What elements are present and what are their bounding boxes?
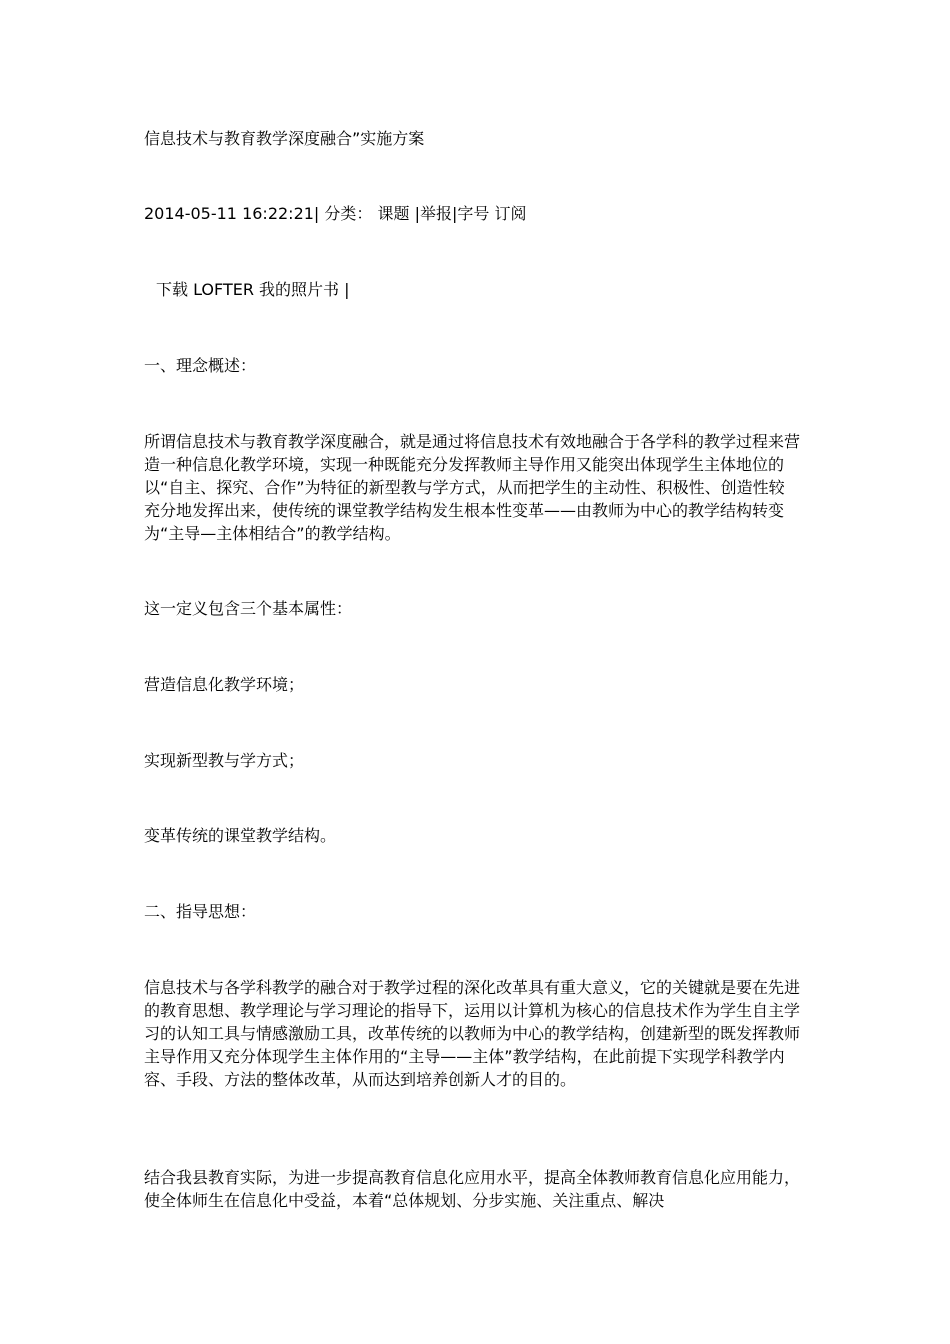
- download-line: 下载 LOFTER 我的照片书 |: [156, 280, 350, 299]
- definition-intro: 这一定义包含三个基本属性：: [144, 599, 353, 618]
- attribute-item: 营造信息化教学环境；: [144, 675, 305, 694]
- section2-paragraph: 信息技术与各学科教学的融合对于教学过程的深化改革具有重大意义，它的关键就是要在先进的教育思想、教学理论与学习理论的指导下，运用以计算机为核心的信息技术作为学生自主学习的认知工具与情感激励工具，改革传统的以教师为中心的教学结构，创建新型的既发挥教师主导作用又充分体现学生主体作用的“主导——主体”教学结构，在此前提下实现学科教学内容、手段、方法的整体改革，从而达到培养创新人才的目的。: [144, 978, 801, 1089]
- attribute-item: 变革传统的课堂教学结构。: [144, 826, 337, 845]
- section1-paragraph: 所谓信息技术与教育教学深度融合，就是通过将信息技术有效地融合于各学科的教学过程来营造一种信息化教学环境，实现一种既能充分发挥教师主导作用又能突出体现学生主体地位的以“自主、探究、合作”为特征的新型教与学方式，从而把学生的主动性、积极性、创造性较充分地发挥出来，使传统的课堂教学结构发生根本性变革——由教师为中心的教学结构转变为“主导—主体相结合”的教学结构。: [144, 432, 801, 543]
- post-meta: 2014-05-11 16:22:21| 分类： 课题 |举报|字号 订阅: [144, 204, 527, 223]
- attribute-item: 实现新型教与学方式；: [144, 751, 305, 770]
- section1-heading: 一、理念概述：: [144, 356, 257, 375]
- section2-heading: 二、指导思想：: [144, 902, 257, 921]
- document-title: 信息技术与教育教学深度融合”实施方案: [144, 129, 425, 148]
- section2-paragraph-2: 结合我县教育实际，为进一步提高教育信息化应用水平，提高全体教师教育信息化应用能力，使全体师生在信息化中受益，本着“总体规划、分步实施、关注重点、解决: [144, 1168, 801, 1210]
